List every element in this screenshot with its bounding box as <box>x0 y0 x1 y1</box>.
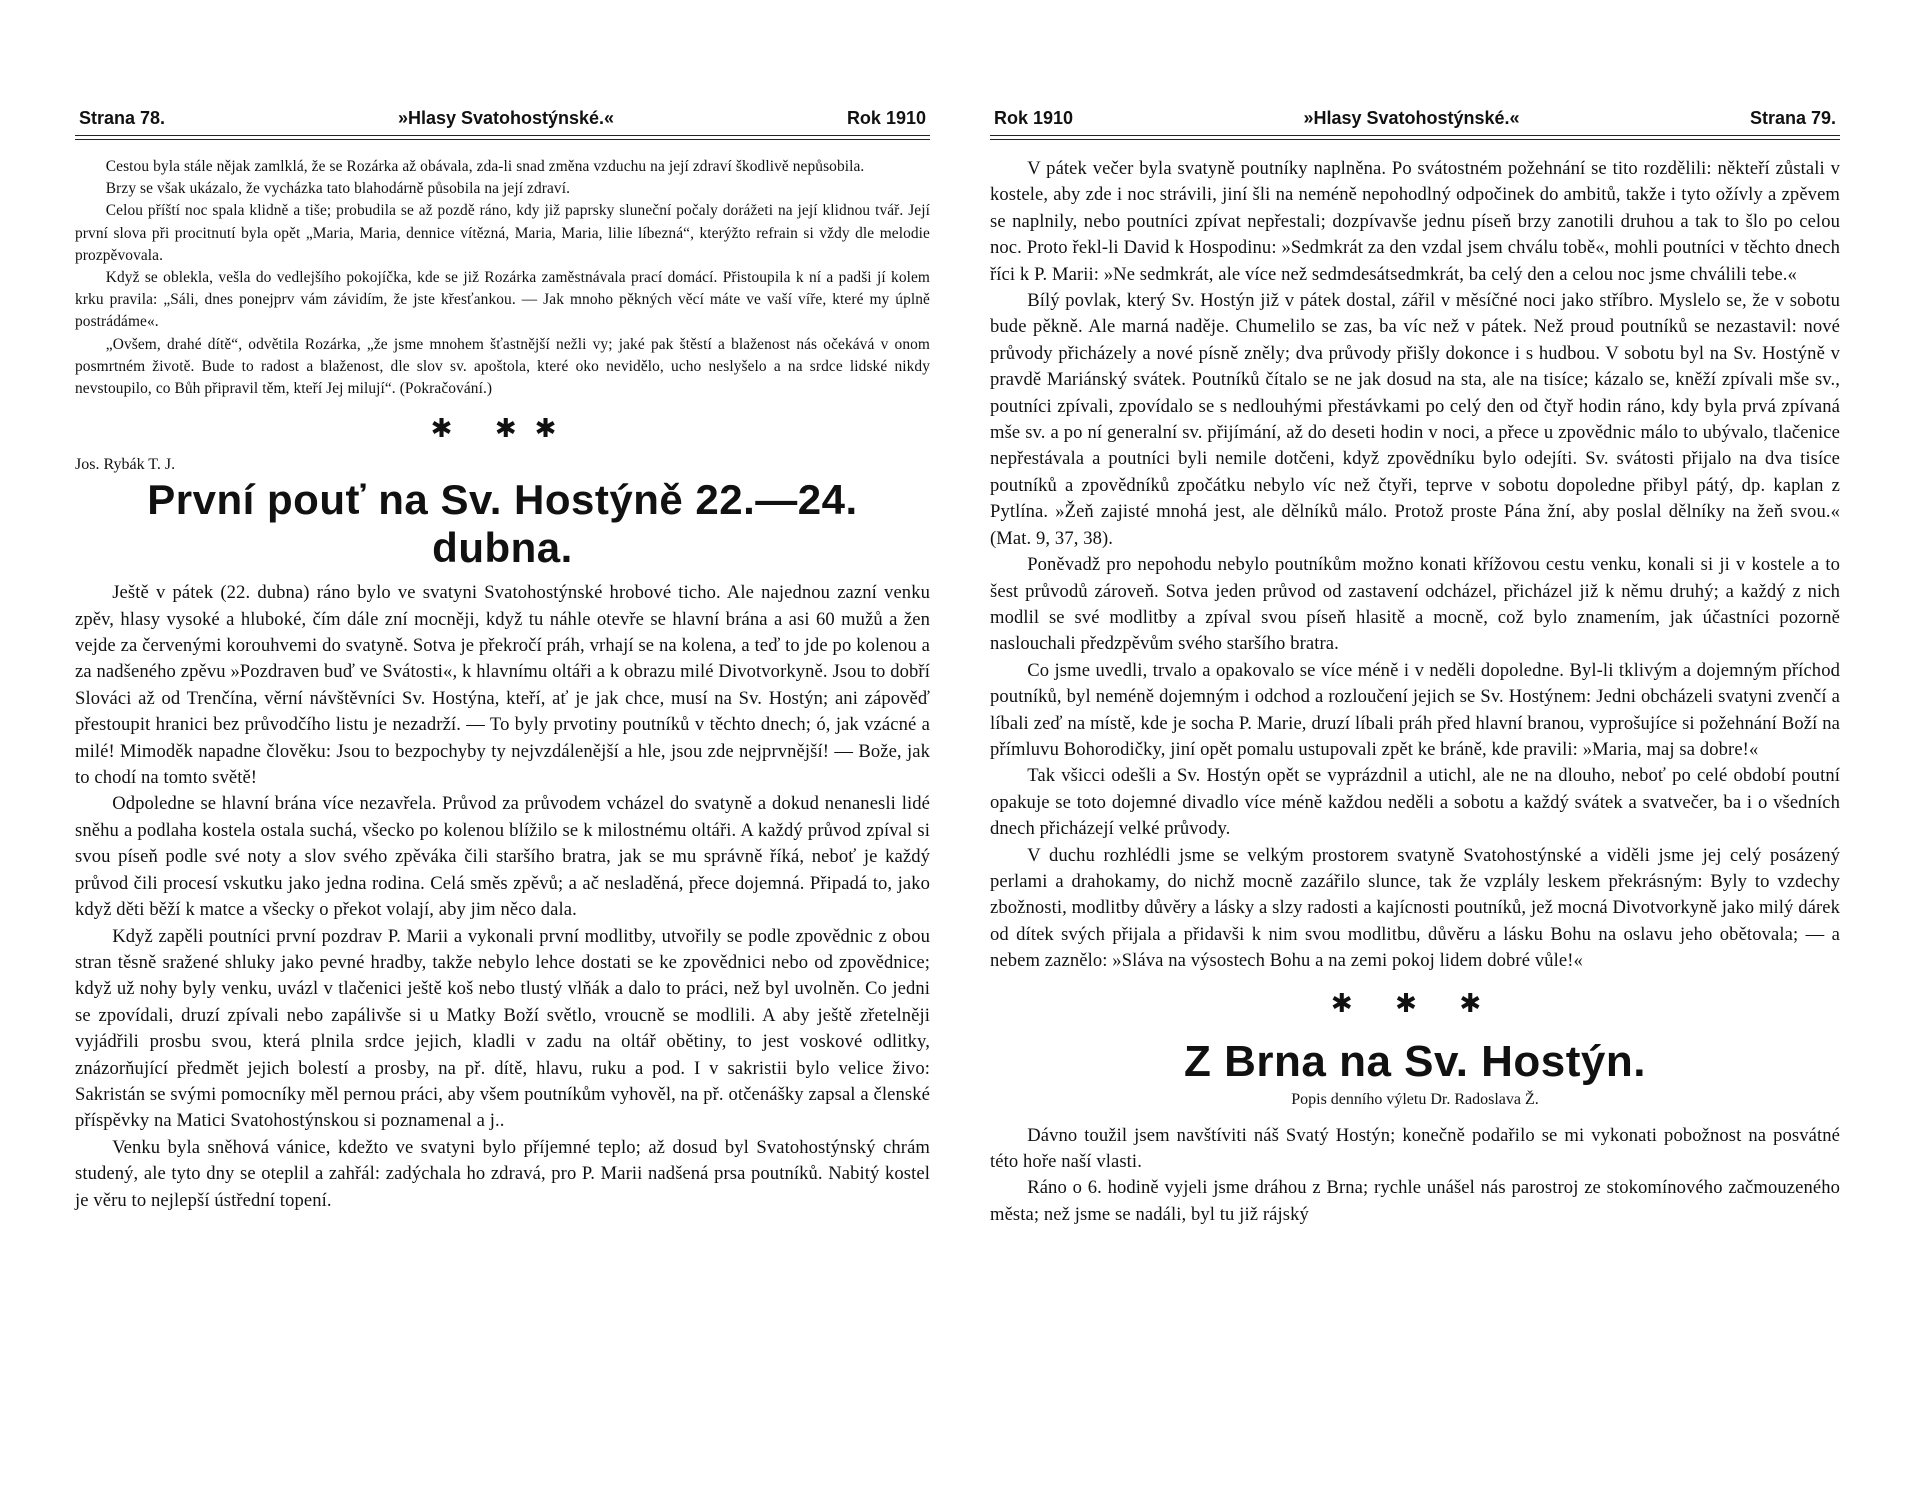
paragraph: Bílý povlak, který Sv. Hostýn již v pátek dostal, zářil v měsíčné noci jako stříbro. Myslelo se, že v sobotu bude pěkně. Ale marná naděje. Chumelilo se zas, ba víc než v pátek. Než proud poutníků se nezastavil: nové průvody přicházely a nové písně zněly; dva průvody přišly dokonce i s hudbou. V sobotu byl na Sv. Hostýně v pravdě Mariánský svátek. Poutníků čítalo se ne jak dosud na sta, ale na tisíce; kázalo se, kněží zpívali mše sv., poutníci zpívali, zpovídalo se s nedlouhými přestávkami po celý den od čtyř hodin ráno, kdy byla prvá zpívaná mše sv. a po ní generalní sv. přijímání, až do deseti hodin v noci, a přece u zpovědnic málo to ubývalo, tlačenice nepřestávala a poutníci byli nemile dotčeni, když zpovědníku bylo odejíti. Sv. svátosti přijalo na dva tisíce poutníků a zpovědníků zpočátku nebylo víc než čtyři, teprve v sobotu dopoledne přibyl pátý, dp. kaplan z Pytlína. »Žeň zajisté mnohá jest, ale dělníků málo. Protož proste Pána žní, aby poslal dělníky na žeň svou.« (Mat. 9, 37, 38). <box>990 290 1840 549</box>
paragraph: Celou příští noc spala klidně a tiše; probudila se až pozdě ráno, kdy již paprsky sluneční počaly dorážeti na její klidnou tvář. Její první slova při procitnutí byla opět „Maria, Maria, dennice vítězná, Maria, Maria, lilie líbezná“, kterýžto refrain si vždy dle melodie prozpěvovala. <box>75 202 930 264</box>
paragraph: V duchu rozhlédli jsme se velkým prostorem svatyně Svatohostýnské a viděli jsme jej celý posázený perlami a drahokamy, do nichž mocně zazářilo slunce, tak že vzplály leskem překrásným: Byly to vzdechy zbožnosti, modlitby důvěry a lásky a slzy radosti a kajícnosti poutníků, jež mocná Divotvorkyně jako milý dárek od dítek svých přijala a přidavši k nim svou modlitbu, důvěru a lásku Bohu na oslavu jeho obětovala; — a nebem zaznělo: »Sláva na výsostech Bohu a na zemi pokoj lidem dobré vůle!« <box>990 844 1840 972</box>
journal-title: »Hlasy Svatohostýnské.« <box>1303 108 1520 128</box>
byline: Jos. Rybák T. J. <box>75 456 176 474</box>
paragraph: Venku byla sněhová vánice, kdežto ve svatyni bylo příjemné teplo; až dosud byl Svatohostýnský chrám studený, ale tyto dny se oteplil a zahřál: zadýchala ho zdravá, pro P. Marii nadšená prsa poutníků. Nabitý kostel je věru to nejlepší ústřední topení. <box>75 1136 930 1211</box>
paragraph: Dávno toužil jsem navštíviti náš Svatý Hostýn; konečně podařilo se mi vykonati pobožnost na posvátné této hoře naší vlasti. <box>990 1124 1840 1172</box>
header-rule <box>75 135 930 136</box>
paragraph: Když zapěli poutníci první pozdrav P. Marii a vykonali první modlitby, utvořily se podle zpovědnic z obou stran těsně sražené shluky jako pevné hradby, takže nebylo lehce dostati se ke zpovědnici nebo od zpovědnice; když už nohy byly venku, uvázl v tlačenici ještě koš nebo tlustý vlňák a dalo to práci, než byl uvolněn. Co jedni se zpovídali, druzí zpívali nebo zapálivše si u Matky Boží světlo, vroucně se modlili. A aby ještě zřetelněji vyjádřili prosbu svou, která plnila srdce jejich, kladli v zadu na oltář obětiny, to jest voskové odlitky, znázorňující předmět jejich bolestí a prosby, na př. dítě, hlavu, ruku a pod. I v sakristii bylo velice živo: Sakristán se svými pomocníky měl pernou práci, aby všem poutníkům vyhověl, na př. otčenášky zapsal a členské příspěvky na Matici Svatohostýnskou si poznamenal a j.. <box>75 925 930 1132</box>
running-head <box>990 108 1840 129</box>
paragraph: Cestou byla stále nějak zamlklá, že se Rozárka až obávala, zda-li snad změna vzduchu na její zdraví škodlivě nepůsobila. <box>105 158 865 175</box>
running-head <box>75 108 930 129</box>
paragraph: Tak všicci odešli a Sv. Hostýn opět se vyprázdnil a utichl, ale ne na dlouho, neboť po celé období poutní opakuje se toto dojemné divadlo více méně každou neděli a sobotu a každý svátek a svatvečer, ba i o všedních dnech přicházejí velké průvody. <box>990 765 1840 840</box>
article-title: První pouť na Sv. Hostýně 22.—24. dubna. <box>147 476 858 572</box>
paragraph: „Ovšem, drahé dítě“, odvětila Rozárka, „že jsme mnohem šťastnější nežli vy; jaké pak štěstí a blaženost nás očekává v onom posmrtném životě. Bude to radost a blaženost, dle slov sv. apoštola, které oko nevidělo, ucho neslyšelo a na srdce lidské nikdy nevstoupilo, co Bůh připravil těm, kteří Jej milují“. (Pokračování.) <box>75 335 930 398</box>
year: Rok 1910 <box>846 108 926 128</box>
section-separator: ✱ ✱✱ <box>430 414 575 444</box>
year: Rok 1910 <box>994 108 1074 128</box>
article-subtitle: Popis denního výletu Dr. Radoslava Ž. <box>1291 1090 1539 1108</box>
paragraph: Odpoledne se hlavní brána více nezavřela. Průvod za průvodem vcházel do svatyně a dokud nenanesli lidé sněhu a podlaha kostela ostala suchá, všecko po kolenou blížilo se k milostnému oltáři. A každý průvod zpíval si svou píseň podle své noty a slov svého zpěváka čili staršího bratra, jak se mu správně říká, neboť je každý průvod čili procesí vskutku jako jedna rodina. Celá směs zpěvů; a ač nesladěná, přece dojemná. Připadá to, jako když děti běží k matce a všecky o překot volají, aby jim něco dala. <box>75 793 930 921</box>
paragraph: Poněvadž pro nepohodu nebylo poutníkům možno konati křížovou cestu venku, konali si ji v kostele a to šest průvodů zároveň. Sotva jeden průvod od zastavení odcházel, přicházel již k němu druhý; a každý z nich modlil se své modlitby a zpíval svou píseň hlasitě a mocně, což bylo znamením, jak účastníci pozorně naslouchali předzpěvům svého staršího bratra. <box>990 554 1840 655</box>
paragraph: Když se oblekla, vešla do vedlejšího pokojíčka, kde se již Rozárka zaměstnávala prací domácí. Přistoupila k ní a padši jí kolem krku pravila: „Sáli, dnes ponejprv vám závidím, že jste křesťankou. — Jak mnoho pěkných věcí máte ve vaší víře, které my úplně postrádáme«. <box>75 269 930 331</box>
paragraph: Co jsme uvedli, trvalo a opakovalo se více méně i v neděli dopoledne. Byl-li tklivým a dojemným příchod poutníků, byl neméně dojemným i odchod a rozloučení jejich se Sv. Hostýnem: Jedni obcházeli svatyni zvenčí a líbali zeď na místě, kde je socha P. Marie, druzí líbali práh před hlavní branou, vyprošujíce si požehnání Boží na přímluvu Bohorodičky, jiní opět pomalu ustupovali zpět ke bráně, kde pravili: »Maria, maj sa dobre!« <box>990 659 1840 760</box>
journal-title: »Hlasy Svatohostýnské.« <box>397 108 615 128</box>
header-rule <box>990 135 1840 136</box>
article-title: Z Brna na Sv. Hostýn. <box>1184 1036 1646 1086</box>
section-separator: ✱ ✱ ✱ <box>1330 988 1500 1018</box>
paragraph: Ještě v pátek (22. dubna) ráno bylo ve svatyni Svatohostýnské hrobové ticho. Ale najednou zazní venku zpěv, hlasy vysoké a hluboké, čím dále zní mocněji, když tu náhle otevře se hlavní brána a asi 60 mužů a žen vejde za červenými korouhvemi do svatyně. Sotva je překročí práh, vrhají se na kolena, a teď to jde po kolenou a za nadšeného zpěvu »Pozdraven buď ve Svátosti«, k hlavnímu oltáři a k obrazu milé Divotvorkyně. Jsou to dobří Slováci až od Trenčína, věrní návštěvníci Sv. Hostýna, kteří, ať je jak chce, musí na Sv. Hostýn; ani zápověď přestoupit hranici bez průvodčího listu je nezadrží. — To byly prvotiny poutníků v těchto dnech; ó, jak vzácné a milé! Mimoděk napadne člověku: Jsou to bezpochyby ty nejvzdálenější a hle, jsou zde nejprvnější! — Bože, jak to chodí na tomto světě! <box>75 582 930 789</box>
page-number: Strana 79. <box>1749 108 1836 128</box>
header-rule <box>75 139 930 140</box>
paragraph: V pátek večer byla svatyně poutníky naplněna. Po svátostném požehnání se tito rozdělili: někteří zůstali v kostele, aby zde i noc strávili, jiní šli na neméně nepohodlný odpočinek do ambitů, takže i tyto ožívly a zpěvem se naplnily, nebo poutníci zpívat nepřestali; dozpívavše jednu píseň brzy zanotili druhou a tak to šlo po celou noc. Proto řekl-li David k Hospodinu: »Sedmkrát za den vzdal jsem chválu tobě«, mohli poutníci v těchto dnech říci k P. Marii: »Ne sedmkrát, ale více než sedmdesátsedmkrát, ba celý den a celou noc jsme chválili tebe.« <box>990 158 1840 285</box>
header-rule <box>990 139 1840 140</box>
right-page <box>990 108 1840 1228</box>
paragraph: Ráno o 6. hodině vyjeli jsme dráhou z Brna; rychle unášel nás parostroj ze stokomínového začmouzeného města; než jsme se nadáli, byl tu již rájský <box>990 1177 1840 1225</box>
page-number: Strana 78. <box>79 108 166 128</box>
left-page <box>75 108 930 1214</box>
paragraph: Brzy se však ukázalo, že vycházka tato blahodárně působila na její zdraví. <box>105 180 571 198</box>
